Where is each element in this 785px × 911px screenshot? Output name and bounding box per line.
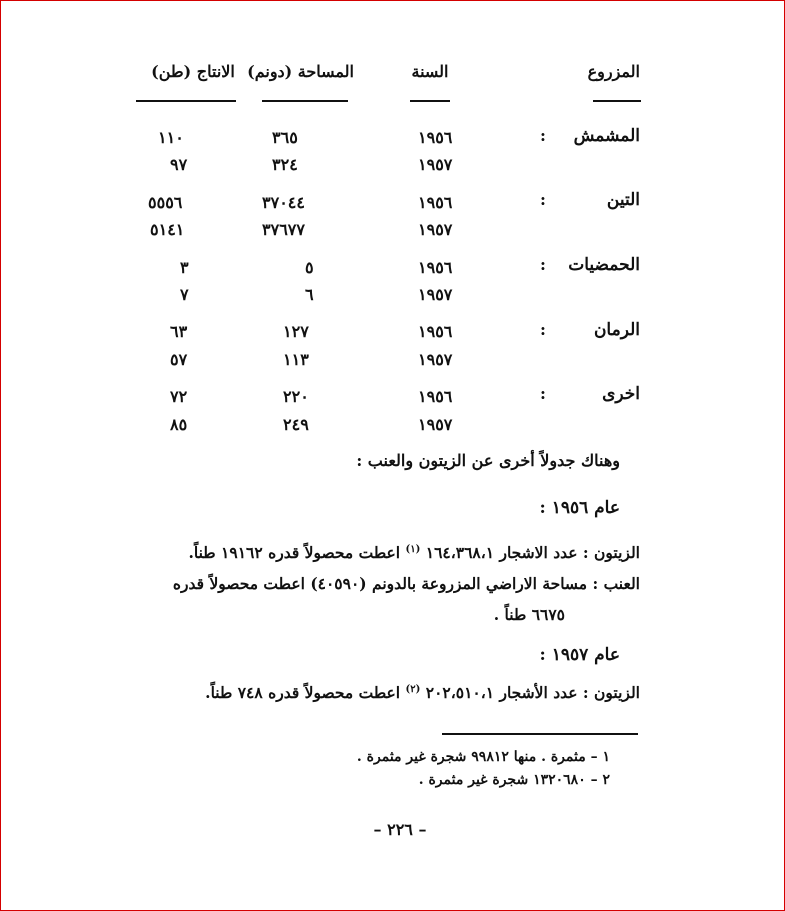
header-underline-year <box>410 100 450 102</box>
table-cell-area: ٣٧٠٤٤ <box>262 193 305 212</box>
table-cell-area: ٦ <box>305 285 314 304</box>
table-cell-year: ١٩٥٧ <box>418 285 453 304</box>
footnote-separator <box>442 733 638 735</box>
olive-1956-result: اعطت محصولاً قدره ١٩١٦٢ طناً. <box>188 543 406 562</box>
table-cell-year: ١٩٥٦ <box>418 128 453 147</box>
table-cell-area: ٣٧٦٧٧ <box>262 220 305 239</box>
table-cell-area: ٢٤٩ <box>283 415 309 434</box>
table-cell-production: ٥٥٥٦ <box>148 193 183 212</box>
crop-name: المشمش <box>573 126 640 146</box>
grape-label: العنب : <box>592 574 640 593</box>
table-cell-production: ٥٧ <box>170 350 188 369</box>
table-cell-production: ١١٠ <box>158 128 184 147</box>
table-cell-year: ١٩٥٦ <box>418 322 453 341</box>
table-cell-year: ١٩٥٦ <box>418 258 453 277</box>
table-cell-production: ٦٣ <box>170 322 188 341</box>
header-underline-crop <box>593 100 641 102</box>
table-cell-production: ٥١٤١ <box>150 220 185 239</box>
table-cell-production: ٩٧ <box>170 155 188 174</box>
olive-label: الزيتون : <box>582 683 640 702</box>
header-area: المساحة (دونم) <box>247 62 354 81</box>
footnote-2: ٢ – ١٣٢٠٦٨٠ شجرة غير مثمرة . <box>418 772 610 788</box>
footnote-1: ١ – مثمرة . منها ٩٩٨١٢ شجرة غير مثمرة . <box>356 749 610 765</box>
table-cell-area: ٣٦٥ <box>272 128 298 147</box>
crop-colon: : <box>540 190 546 209</box>
olive-1957-result: اعطت محصولاً قدره ٧٤٨ طناً. <box>205 683 406 702</box>
header-production: الانتاج (طن) <box>151 62 235 81</box>
olive-1957-line <box>205 683 640 702</box>
table-cell-year: ١٩٥٧ <box>418 350 453 369</box>
table-cell-year: ١٩٥٦ <box>418 193 453 212</box>
grape-1956-text: مساحة الاراضي المزروعة بالدونم (٤٠٥٩٠) اعطت محصولاً قدره <box>172 574 588 593</box>
header-underline-production <box>136 100 236 102</box>
crop-colon: : <box>540 126 546 145</box>
table-cell-year: ١٩٥٧ <box>418 155 453 174</box>
crop-name: اخرى <box>602 384 640 404</box>
grape-1956-line <box>173 574 640 593</box>
table-cell-production: ٣ <box>180 258 189 277</box>
section-heading-1957: عام ١٩٥٧ : <box>539 645 620 665</box>
olive-1956-text: عدد الاشجار ١٦٤،٣٦٨،١ <box>420 543 578 562</box>
table-cell-area: ١١٣ <box>283 350 309 369</box>
olive-label: الزيتون : <box>582 543 640 562</box>
table-cell-production: ٨٥ <box>170 415 188 434</box>
crop-colon: : <box>540 320 546 339</box>
crop-colon: : <box>540 384 546 403</box>
olive-1956-line <box>189 543 640 562</box>
table-cell-area: ١٢٧ <box>283 322 309 341</box>
olive-1957-text: عدد الأشجار ٢٠٢،٥١٠،١ <box>420 683 578 702</box>
crop-name: الحمضيات <box>568 255 640 275</box>
crop-name: التين <box>606 190 640 210</box>
table-cell-area: ٢٢٠ <box>283 387 309 406</box>
header-underline-area <box>262 100 348 102</box>
footnote-ref-1: (١) <box>405 543 421 555</box>
grape-1956-continuation: ٦٦٧٥ طناً . <box>493 605 565 624</box>
table-cell-production: ٧٢ <box>170 387 188 406</box>
crop-colon: : <box>540 255 546 274</box>
table-cell-production: ٧ <box>180 285 189 304</box>
table-cell-area: ٣٢٤ <box>272 155 298 174</box>
table-cell-year: ١٩٥٧ <box>418 220 453 239</box>
section-heading-1956: عام ١٩٥٦ : <box>539 498 620 518</box>
footnote-ref-2: (٢) <box>405 683 421 695</box>
table-cell-area: ٥ <box>305 258 314 277</box>
header-crop: المزروع <box>587 62 640 81</box>
header-year: السنة <box>411 62 449 81</box>
table-cell-year: ١٩٥٦ <box>418 387 453 406</box>
intro-text: وهناك جدولاً أخرى عن الزيتون والعنب : <box>356 451 620 470</box>
crop-name: الرمان <box>593 320 640 340</box>
page-number: – ٢٢٦ – <box>373 820 427 839</box>
table-cell-year: ١٩٥٧ <box>418 415 453 434</box>
